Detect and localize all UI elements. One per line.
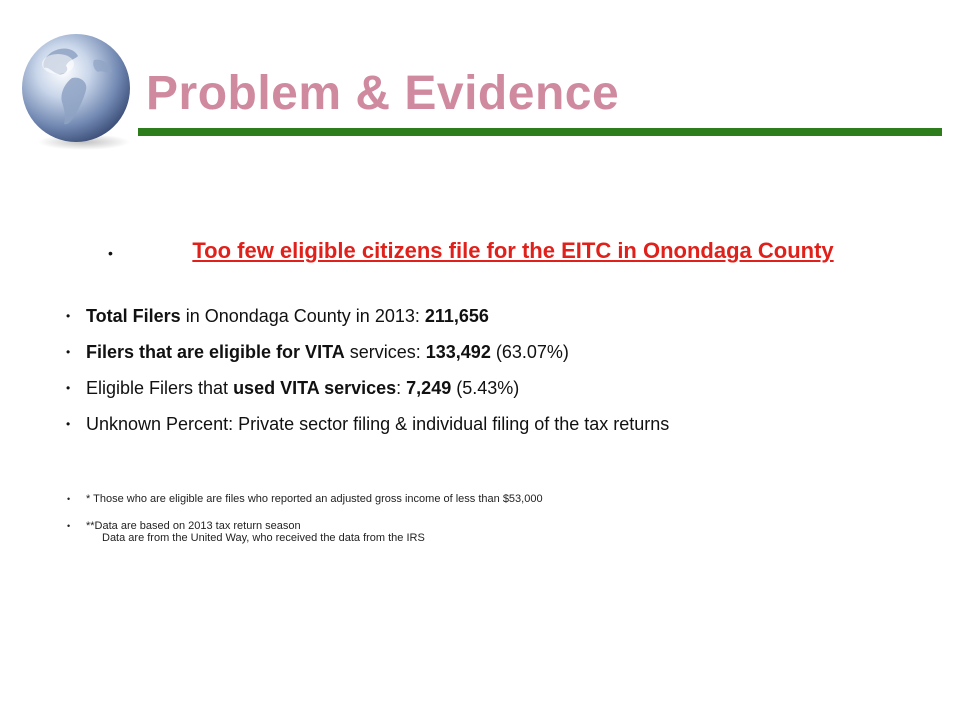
evidence-list [64,304,944,436]
bullet-text: Unknown Percent: Private sector filing & individual filing of the tax returns [86,414,670,434]
headline: Too few eligible citizens file for the EITC in Onondaga County [192,238,834,263]
footnote-list [64,493,944,544]
list-item-eligible-filers: • Filers that are eligible for VITA services: 133,492 (63.07%) [66,342,569,362]
title-underline-rule [138,128,942,136]
headline-block [100,240,900,262]
bullet-dot: • [108,245,113,261]
slide-title: Problem & Evidence [146,67,620,120]
bullet-text: Eligible Filers that used VITA services: 7,249 (5.43%) [86,378,520,398]
bullet-text: Filers that are eligible for VITA services: 133,492 (63.07%) [86,342,569,362]
list-item-unknown-percent: • Unknown Percent: Private sector filing & individual filing of the tax returns [66,414,670,434]
footnote-eligibility: • * Those who are eligible are files who reported an adjusted gross income of less than $53,000 [67,493,543,505]
list-item-used-vita: • Eligible Filers that used VITA services: 7,249 (5.43%) [66,378,520,398]
footnote-sub: Data are from the United Way, who received the data from the IRS [102,532,425,544]
list-item-total-filers: • Total Filers in Onondaga County in 2013: 211,656 [66,306,489,326]
bullet-text: Total Filers in Onondaga County in 2013: 211,656 [86,306,489,326]
footnote-data-source: • **Data are based on 2013 tax return season Data are from the United Way, who received the data from the IRS [64,520,944,544]
globe-icon [14,30,144,160]
